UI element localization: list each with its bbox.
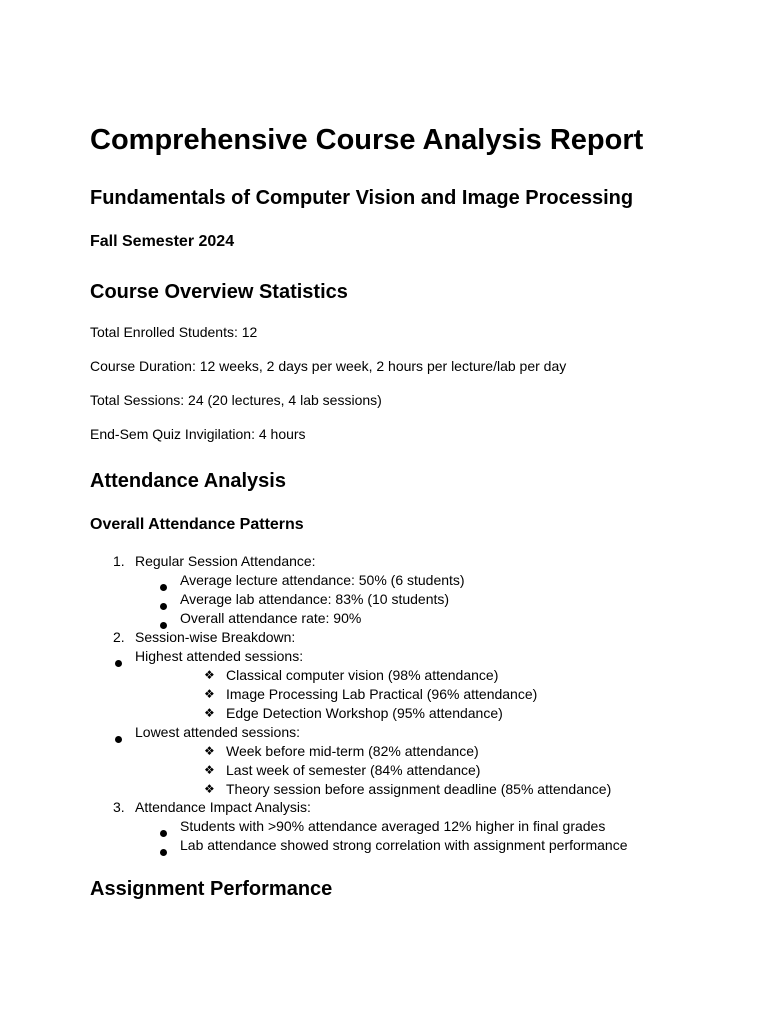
diamond-bullet-icon: ❖ — [204, 782, 215, 796]
bullet-icon — [115, 660, 122, 667]
list-item-text: Average lab attendance: 83% (10 students) — [180, 591, 450, 607]
attendance-heading: Attendance Analysis — [90, 470, 286, 492]
list-item-text: Classical computer vision (98% attendance) — [226, 667, 499, 683]
document-title: Comprehensive Course Analysis Report — [90, 124, 644, 156]
list-item-text: Overall attendance rate: 90% — [180, 610, 362, 626]
overview-heading: Course Overview Statistics — [90, 281, 348, 303]
bullet-icon — [160, 830, 167, 837]
bullet-icon — [115, 736, 122, 743]
list-item-text: Session-wise Breakdown: — [135, 629, 296, 645]
assignment-heading: Assignment Performance — [90, 878, 333, 900]
diamond-bullet-icon: ❖ — [204, 668, 215, 682]
overview-line: End-Sem Quiz Invigilation: 4 hours — [90, 426, 306, 442]
overview-line: Total Sessions: 24 (20 lectures, 4 lab sessions) — [90, 392, 382, 408]
list-item-text: Average lecture attendance: 50% (6 students) — [180, 572, 465, 588]
list-item-text: Lab attendance showed strong correlation with assignment performance — [180, 837, 628, 853]
list-item-text: Image Processing Lab Practical (96% attendance) — [226, 686, 538, 702]
list-item-text: Students with >90% attendance averaged 12% higher in final grades — [180, 818, 606, 834]
list-item-text: Week before mid-term (82% attendance) — [226, 743, 479, 759]
course-subtitle: Fundamentals of Computer Vision and Image Processing — [90, 187, 634, 209]
diamond-bullet-icon: ❖ — [204, 744, 215, 758]
list-item-text: Last week of semester (84% attendance) — [226, 762, 481, 778]
list-number: 2. — [113, 629, 125, 645]
overview-line: Total Enrolled Students: 12 — [90, 324, 258, 340]
bullet-icon — [160, 603, 167, 610]
list-item-text: Edge Detection Workshop (95% attendance) — [226, 705, 503, 721]
diamond-bullet-icon: ❖ — [204, 687, 215, 701]
semester-label: Fall Semester 2024 — [90, 233, 235, 250]
list-item-text: Attendance Impact Analysis: — [135, 799, 311, 815]
diamond-bullet-icon: ❖ — [204, 706, 215, 720]
list-item-text: Theory session before assignment deadline (85% attendance) — [226, 781, 612, 797]
overview-line: Course Duration: 12 weeks, 2 days per week, 2 hours per lecture/lab per day — [90, 358, 567, 374]
list-item-text: Lowest attended sessions: — [135, 724, 300, 740]
list-number: 1. — [113, 553, 125, 569]
list-number: 3. — [113, 799, 125, 815]
list-item-text: Highest attended sessions: — [135, 648, 304, 664]
bullet-icon — [160, 849, 167, 856]
list-item-text: Regular Session Attendance: — [135, 553, 316, 569]
diamond-bullet-icon: ❖ — [204, 763, 215, 777]
bullet-icon — [160, 584, 167, 591]
attendance-subheading: Overall Attendance Patterns — [90, 516, 304, 533]
